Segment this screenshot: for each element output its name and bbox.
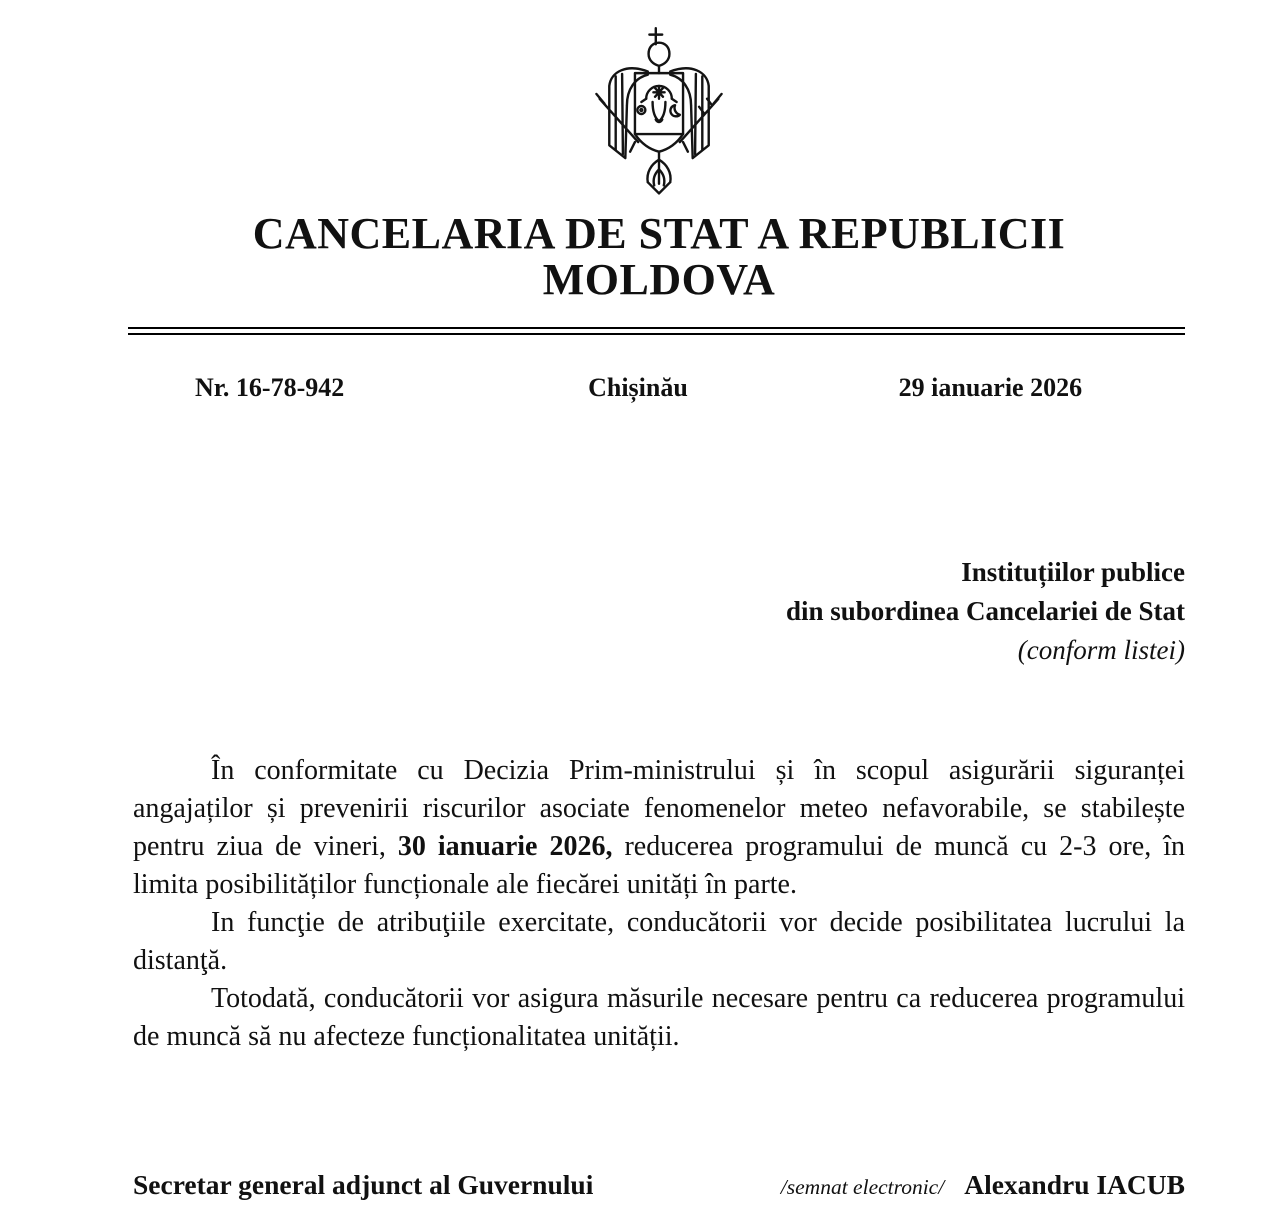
reference-number: Nr. 16-78-942 — [195, 373, 345, 403]
signature-method: /semnat electronic/ — [780, 1175, 945, 1200]
addressee-line-1: Instituțiilor publice — [961, 557, 1185, 588]
paragraph-1 — [133, 752, 1185, 904]
paragraph-2: In funcţie de atribuţiile exercitate, conducătorii vor decide posibilitatea lucrului la distanţă. — [133, 907, 1185, 977]
letter-body — [133, 752, 1185, 1056]
institution-title: CANCELARIA DE STAT A REPUBLICII MOLDOVA — [252, 209, 1089, 305]
addressee-block — [133, 553, 1185, 670]
signature-role: Secretar general adjunct al Guvernului — [133, 1169, 594, 1201]
paragraph-3: Totodată, conducătorii vor asigura măsurile necesare pentru ca reducerea programului de muncă să nu afecteze funcționalitatea unității. — [133, 983, 1185, 1053]
paragraph-1-text-before: În conformitate cu Decizia Prim-ministrului și în scopul asigurării siguranței angajaților și prevenirii riscurilor asociate fenomenelor meteo nefavorabile, se stabilește pentru ziua de vineri, — [133, 755, 1185, 863]
letter-content — [133, 25, 1185, 1204]
addressee-note: (conform listei) — [1017, 635, 1185, 666]
reference-date: 29 ianuarie 2026 — [898, 373, 1083, 403]
signature-name: Alexandru IACUB — [964, 1169, 1185, 1201]
reference-row — [133, 371, 1185, 405]
paragraph-1-text-after: reducerea programului de muncă cu 2-3 ore, în limita posibilităților funcționale ale fiecărei unități în parte. — [133, 831, 1186, 901]
paragraph-1-bold-date: 30 ianuarie 2026, — [397, 831, 613, 863]
letterhead-divider — [128, 327, 1185, 335]
signature-row — [133, 1168, 1185, 1204]
reference-city: Chișinău — [588, 373, 688, 403]
addressee-line-2: din subordinea Cancelariei de Stat — [785, 596, 1185, 627]
moldova-coat-of-arms-icon — [576, 25, 742, 195]
